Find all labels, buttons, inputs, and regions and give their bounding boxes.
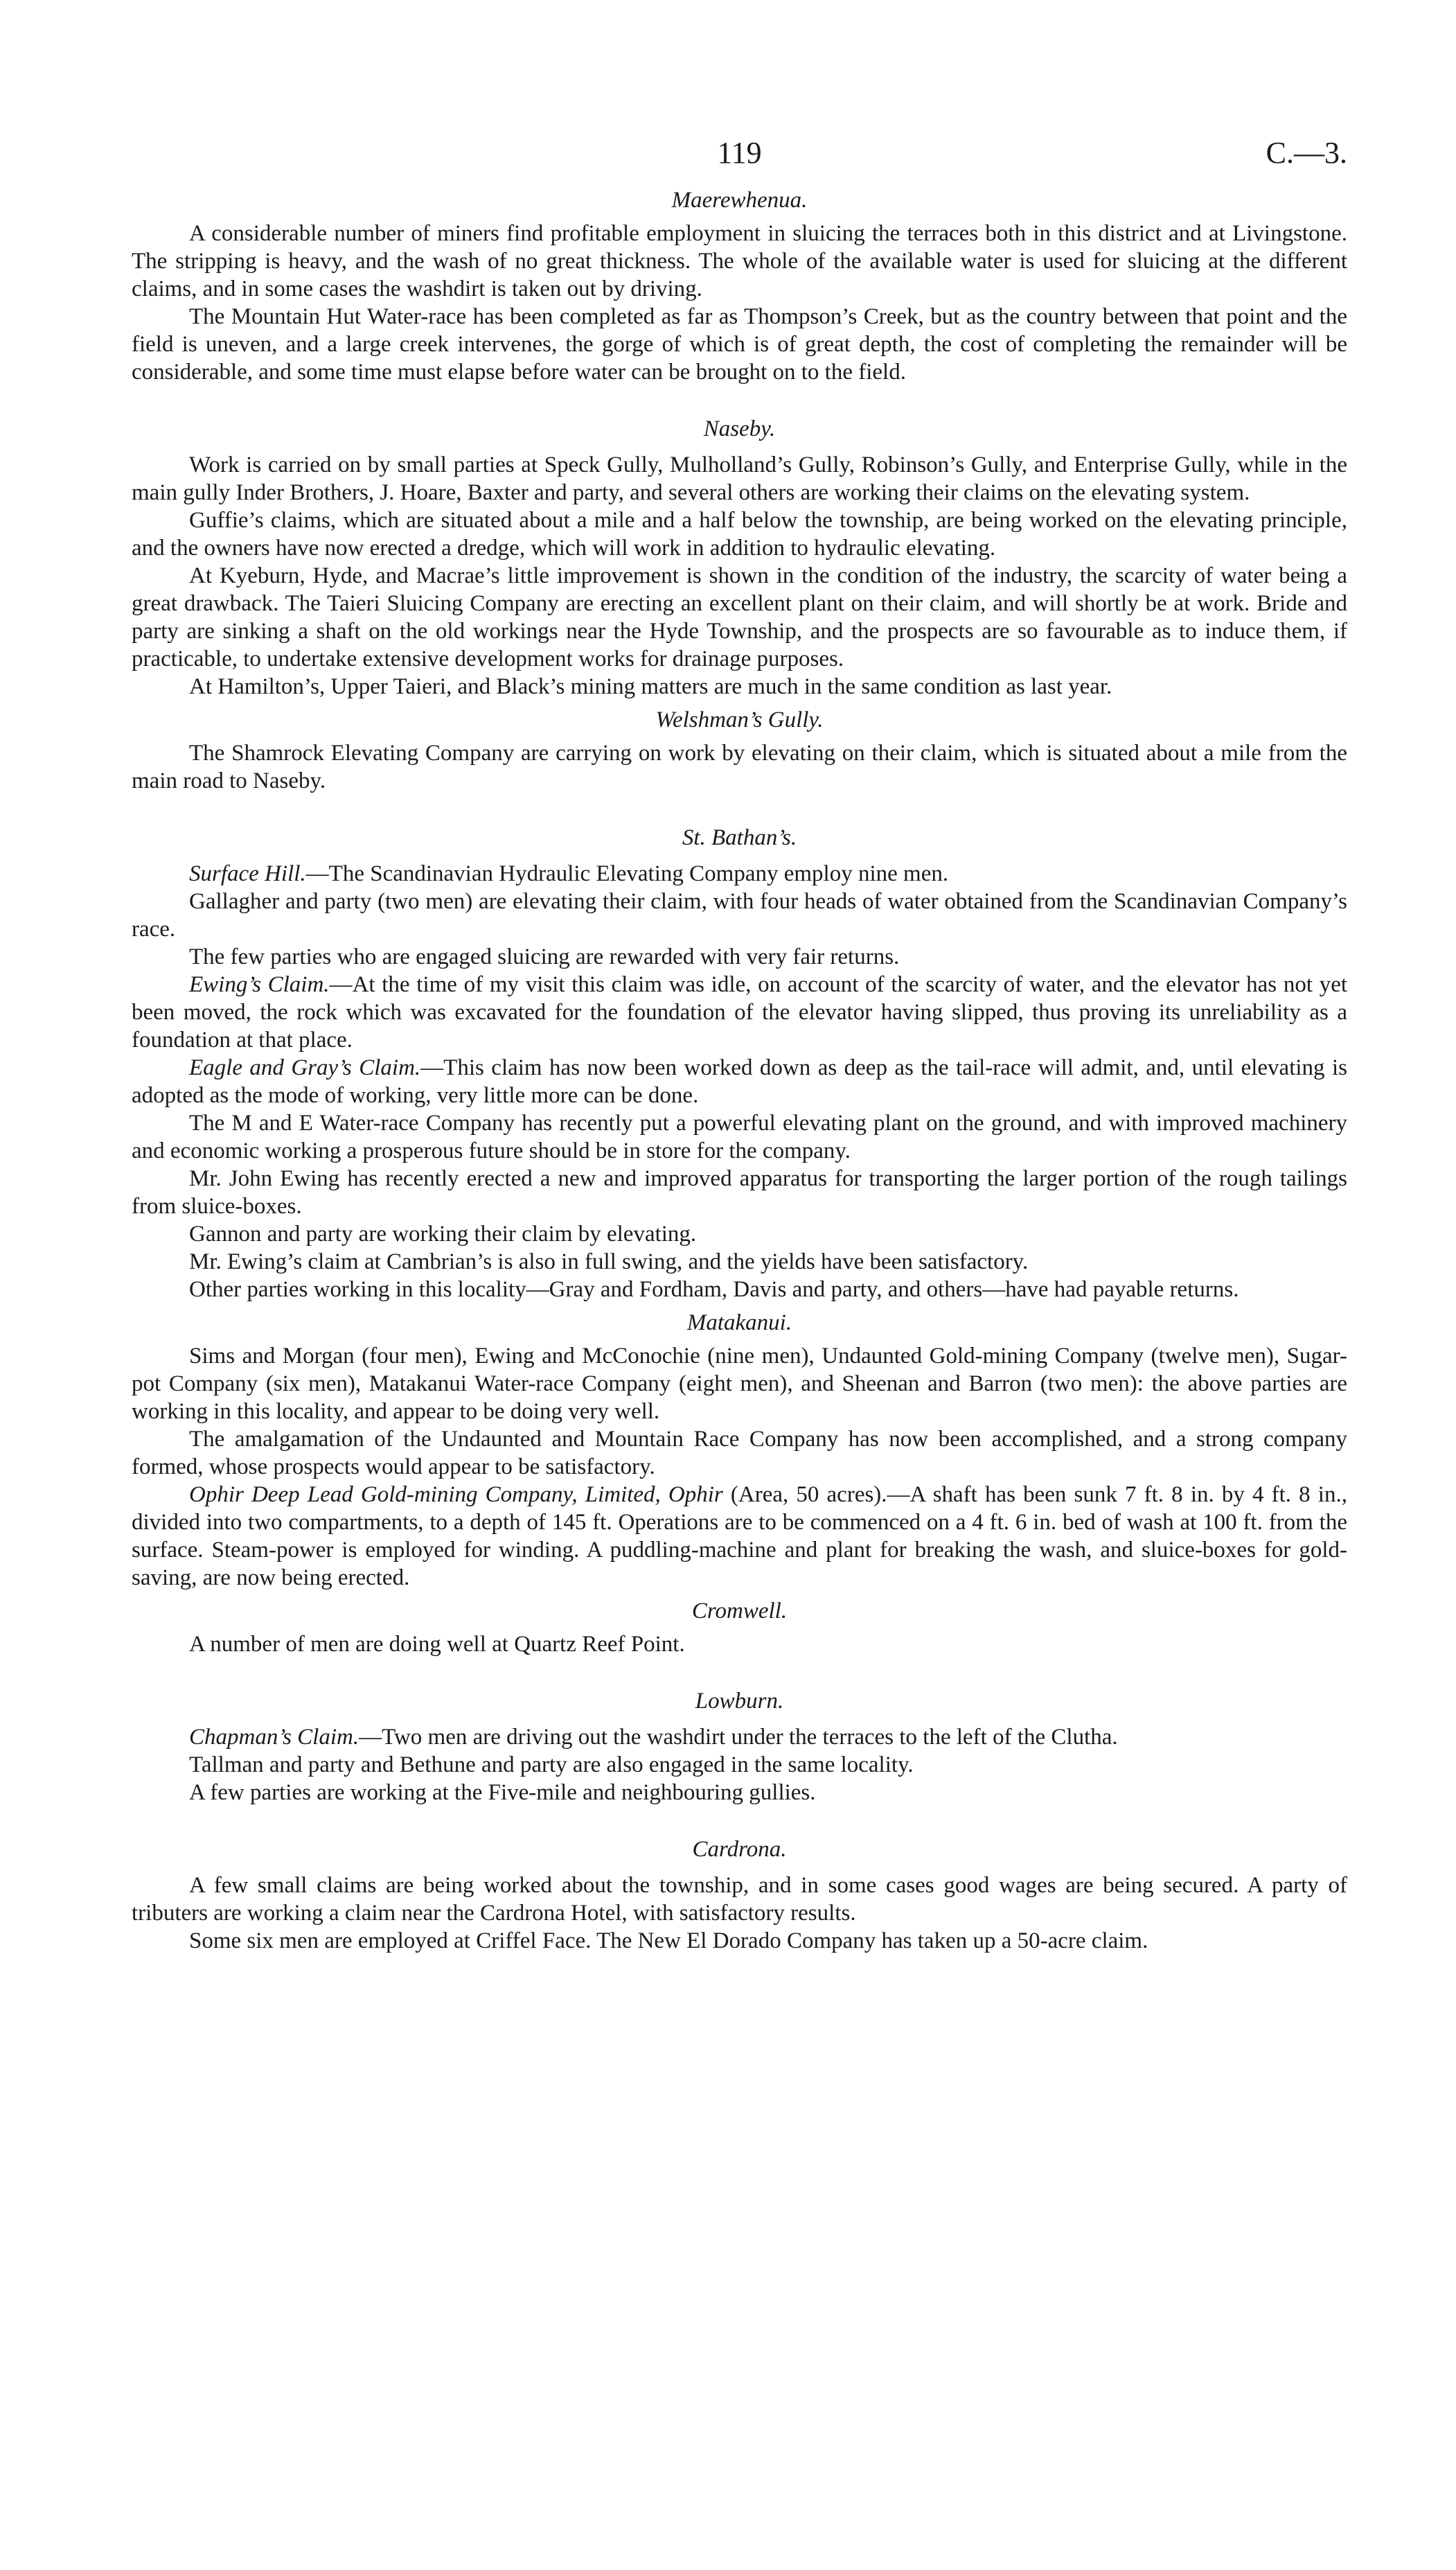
- paragraph: [132, 1481, 1347, 1592]
- claim-name: Surface Hill.: [189, 861, 306, 886]
- paragraph: Tallman and party and Bethune and party are also engaged in the same locality.: [189, 1752, 914, 1777]
- paragraph: The M and E Water-race Company has recently put a powerful elevating plant on the ground, and with improved machinery and economic working a prosperous future should be in store for the company.: [132, 1111, 1347, 1163]
- paragraph: [132, 1723, 1347, 1751]
- paragraph-text: —At the time of my visit this claim was idle, on account of the scarcity of water, and the elevator has not yet been moved, the rock which was excavated for the foundation of the elevator having slipped, thus proving its unreliability as a foundation at that place.: [132, 972, 1348, 1053]
- paragraph: The amalgamation of the Undaunted and Mountain Race Company has now been accomplished, and a strong company formed, whose prospects would appear to be satisfactory.: [132, 1427, 1347, 1479]
- paragraph: At Hamilton’s, Upper Taieri, and Black’s mining matters are much in the same condition as last year.: [189, 674, 1112, 699]
- paragraph: Mr. John Ewing has recently erected a new and improved apparatus for transporting the larger portion of the rough tailings from sluice-boxes.: [132, 1166, 1347, 1219]
- paragraph: [132, 971, 1347, 1054]
- paragraph: Some six men are employed at Criffel Face. The New El Dorado Company has taken up a 50-acre claim.: [189, 1928, 1148, 1953]
- company-name: Ophir Deep Lead Gold-mining Company, Limited, Ophir: [189, 1482, 723, 1507]
- section-heading-naseby: Naseby.: [703, 416, 776, 441]
- paragraph: [132, 1054, 1347, 1109]
- section-heading-matakanui: Matakanui.: [686, 1310, 792, 1335]
- paragraph: The Shamrock Elevating Company are carrying on work by elevating on their claim, which is situated about a mile from the main road to Naseby.: [132, 741, 1347, 793]
- document-reference: C.—3.: [1266, 136, 1347, 170]
- paragraph: A few parties are working at the Five-mile and neighbouring gullies.: [189, 1780, 816, 1805]
- paragraph: Mr. Ewing’s claim at Cambrian’s is also in full swing, and the yields have been satisfactory.: [189, 1249, 1029, 1274]
- paragraph: Work is carried on by small parties at Speck Gully, Mulholland’s Gully, Robinson’s Gully, and Enterprise Gully, while in the main gully Inder Brothers, J. Hoare, Baxter and party, and several others are working their claims on the elevating system.: [132, 452, 1347, 505]
- section-heading-cardrona: Cardrona.: [692, 1837, 787, 1862]
- document-page: [132, 135, 1347, 1955]
- section-heading-cromwell: Cromwell.: [691, 1599, 788, 1623]
- paragraph: A number of men are doing well at Quartz Reef Point.: [189, 1632, 685, 1657]
- paragraph-text: —The Scandinavian Hydraulic Elevating Company employ nine men.: [305, 861, 949, 886]
- paragraph: A few small claims are being worked about the township, and in some cases good wages are being secured. A party of tributers are working a claim near the Cardrona Hotel, with satisfactory results.: [132, 1873, 1347, 1926]
- page-number: 119: [717, 136, 762, 170]
- paragraph: A considerable number of miners find profitable employment in sluicing the terraces both in this district and at Livingstone. The stripping is heavy, and the wash of no great thickness. The whole of the available water is used for sluicing at the different claims, and in some cases the washdirt is taken out by driving.: [132, 221, 1347, 301]
- claim-name: Ewing’s Claim.: [189, 972, 330, 997]
- claim-name: Eagle and Gray’s Claim.: [189, 1055, 421, 1080]
- section-heading-welshmans-gully: Welshman’s Gully.: [655, 707, 824, 732]
- paragraph: Other parties working in this locality—Gray and Fordham, Davis and party, and others—have had payable returns.: [189, 1277, 1239, 1302]
- claim-name: Chapman’s Claim.: [189, 1725, 359, 1750]
- section-heading-maerewhenua: Maerewhenua.: [671, 188, 808, 213]
- paragraph: Gallagher and party (two men) are elevating their claim, with four heads of water obtained from the Scandinavian Company’s race.: [132, 889, 1347, 942]
- section-heading-lowburn: Lowburn.: [695, 1689, 784, 1714]
- paragraph-text: —This claim has now been worked down as deep as the tail-race will admit, and, until elevating is adopted as the mode of working, very little more can be done.: [132, 1055, 1348, 1108]
- paragraph-text: —Two men are driving out the washdirt under the terraces to the left of the Clutha.: [359, 1725, 1118, 1750]
- section-heading-st-bathans: St. Bathan’s.: [682, 825, 797, 850]
- paragraph: The few parties who are engaged sluicing are rewarded with very fair returns.: [189, 944, 900, 969]
- paragraph: Gannon and party are working their claim by elevating.: [189, 1222, 697, 1247]
- paragraph-text: (Area, 50 acres).—A shaft has been sunk 7 ft. 8 in. by 4 ft. 8 in., divided into two compartments, to a depth of 145 ft. Operations are to be commenced on a 4 ft. 6 in. bed of wash at 100 ft. from the surface. Steam-power is employed for winding. A puddling-machine and plant for breaking the wash, and sluice-boxes for gold-saving, are now being erected.: [132, 1482, 1347, 1590]
- paragraph: At Kyeburn, Hyde, and Macrae’s little improvement is shown in the condition of the industry, the scarcity of water being a great drawback. The Taieri Sluicing Company are erecting an excellent plant on their claim, and will shortly be at work. Bride and party are sinking a shaft on the old workings near the Hyde Township, and the prospects are so favourable as to induce them, if practicable, to undertake extensive development works for drainage purposes.: [132, 563, 1347, 671]
- paragraph: The Mountain Hut Water-race has been completed as far as Thompson’s Creek, but as the country between that point and the field is uneven, and a large creek intervenes, the gorge of which is of great depth, the cost of completing the remainder will be considerable, and some time must elapse before water can be brought on to the field.: [132, 304, 1347, 385]
- page-header: [132, 135, 1347, 184]
- paragraph: [132, 860, 1347, 888]
- paragraph: Guffie’s claims, which are situated about a mile and a half below the township, are being worked on the elevating principle, and the owners have now erected a dredge, which will work in addition to hydraulic elevating.: [132, 508, 1347, 561]
- paragraph: Sims and Morgan (four men), Ewing and McConochie (nine men), Undaunted Gold-mining Company (twelve men), Sugar-pot Company (six men), Matakanui Water-race Company (eight men), and Sheenan and Barron (two men): the above parties are working in this locality, and appear to be doing very well.: [132, 1344, 1347, 1424]
